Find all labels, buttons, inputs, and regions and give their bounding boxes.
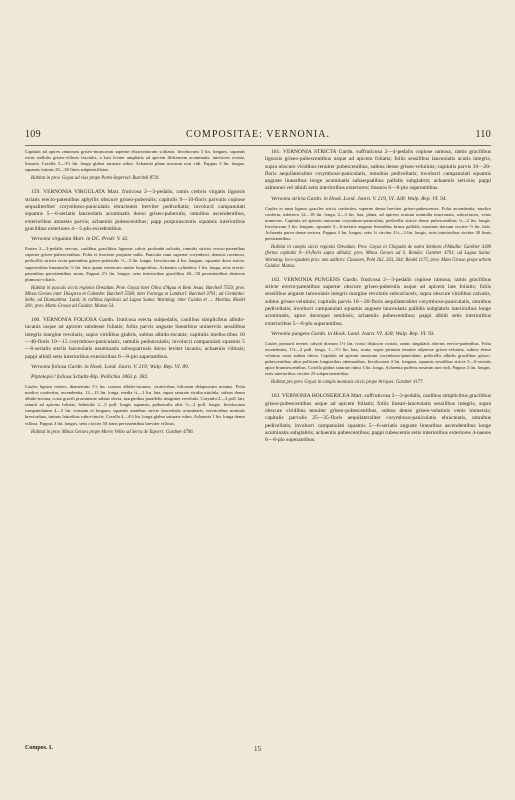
running-title: COMPOSITAE: VERNONIA. bbox=[186, 129, 330, 140]
species-162-description: Caules primarii teretes calvati dorsum 1½ lin. crassi distincte costati, ramis singulatis alternis erecto-patentibus. Folia ascendentia, 1½—2 poll. longa, 1—1½ lin. lata, acuta, supra primum tenuiter adpresse griseo-velutina, subtus dense velutina costa subtus obvia. Capitula ad apicem ramorum corymboso-paniculata, pedicellis albidis gracilibus griseo-pubescentibus ultra pollicem longioribus attenuatibus. Involucrum 4 lin. longum, squamis sessilibus stricte 5—6-seriatis apice brunnescentibus. Corolla glabra saturate rubra 3 lin. longa. Achaenia pufferu nostrum non vidi. Pappus 3 lin. longus, setis interioribus circiter 25 subpersistentibus. bbox=[265, 340, 491, 377]
species-159-description: Frutex 2—3-pedalis erectus, caulibus gracilibus lignosis calvis profunde sulcatis, ramulis strictis erecto-patentibus superne griseo-pubescentibus. Folia et bracteae propriae nulla. Panicula rami superne corymbosi, densius racemosi, pedicellis strictis recto-patentibus griseo-puberulis ½—3 lin. longis. Involucrum 4 lin. longum, squamis dorsi stricte, superioribus brunneolis ⅓ lin. latis quam exteriores multo longioribus. Achaenia cylindrica 1 lin. longa, setis erecto-patentibus persistentibus strata. Pappus 2½ lin. longus, setis interioribus gracilibus 40—50 persistentibus distincte plumoso-ciliatis. bbox=[25, 246, 245, 282]
right-page-number: 110 bbox=[475, 129, 491, 140]
header-rule bbox=[25, 145, 491, 146]
intro-description: Capitula ad apices ramorum griseo-incanorum superne ebracteatorum solitaria. Involucrum 3 lin. longum, squamis extus stellulis griseo-villosis fructulis, a basi leviter ampliatis ad apicem filiformem acuminatis; interiores ovatae, linearis, Corolla 3—3½ lin. longa glabra saturate rubra. Achaenia plane nostrum non vidi. Pappus 3 lin. longus, squamis intimis 25—30 fimis subpenicillatus. bbox=[25, 149, 245, 173]
left-page-number: 109 bbox=[25, 129, 41, 140]
species-161-diagnosis: 161. VERNONIA STRICTA Gardn. suffruticosa 2—4-pedalis copiose ramosa, ramis gracilibus lignosis griseo-pubescentibus usque ad apicem foliatis; foliis sessilibus lanceolatis acutis integris, supra obscure viridibus tenuiter pubescentibus, subtus dense griseo-velutinis; capitulis parvis 10—20-floris aequilateraliter corymboso-paniculatis, omnibus pedicellatis; involucri campanulati squamis anguste linearibus longe acuminatis subaequalibus pallidis subglabris; achaeniis sericeis; pappi salmonei vel albidi setis interioribus exteriores; linearis 6—8-plo superantibus. bbox=[265, 149, 491, 192]
species-162-habitat: Habitat pro prov. Goyaz in campis montosis siccis prope Arrayas: Gardner 4177. bbox=[271, 380, 424, 386]
running-header bbox=[25, 129, 491, 143]
signature-mark: Compos. I. bbox=[25, 745, 53, 751]
species-160-reference: Vernonia foliosa Gardn. in Hook. Lond. Journ. V. 219; Walp. Rep. VI. 89. bbox=[31, 363, 190, 370]
left-column bbox=[25, 149, 245, 439]
species-160-diagnosis: 160. VERNONIA FOLIOSA Gardn. fruticosa erecta subpedalis, caulibus simplicibus albido-incanis usque ad apicem subdense foliatis; foliis parvis anguste linearibus uninerviis sessilibus integris margine revolutis, supra viridibus glabris, subtus albido-incanis; capitulis mediocribus 10—40-floris 10—15 corymboso-paniculatis, ramulis pedunculatis; involucri campanulati squamis 5—6-seriatis steriis lanceolatis neuminatis subsquarrosis dorso leviter incanis; achaeniis villosis; pappi albidi setis interioribus exterioribus 6—8-plo superantibus. bbox=[25, 317, 245, 360]
species-161-description: Caules et rami lignosi graciles stricti confertim, superne dense breviter griseo-pubescentes. Folia ascendentia, modice conferta, inferiora 12—18 lin. longa, 2—3 lin. lata, plana, ad apicem acutum nonnulla mucronata, subcoriacea, venis immersis. Capitula ad apicem ramorum corymboso-paniculata, pedicellis stricte dense pubescentibus ½—2 lin. longis. Involucrum 3 lin. longum, squamis 5—6-seriatis anguste linearibus firmis pallidis, maximis dorsum circiter ½ lin. latis. Achaenia parva dense sericea. Pappus 3 lin. longus; setis ¾ circiter 2½—3 lin. longis, setis interioribus circiter 30 fimis persistentibus. bbox=[265, 205, 491, 242]
species-161-habitat: Habitat in campis siccis regionis Oreadum. Prov. Goyaz in Chapada de outra Senhora d'Abadia: Gardner 4180 (forma capitulis 9—10-floris supra albida); prov. Minas Geraes ad S. Romão: Gardner 4791; ad Lagoa Santa: Warming; loco ejusdem prov. non addicto: Claussen, Pohl 262, 263, 264; Riedel 1175; prov. Mato Grosso prope urbem Cuiaba: Manso. bbox=[265, 245, 491, 269]
sheet-number: 15 bbox=[254, 745, 261, 753]
species-161-reference: Vernonia stricta Gardn. in Hook. Lond. Journ. V. 219, VI. 428; Walp. Rep. VI. 94. bbox=[271, 195, 447, 202]
species-160-description: Caules lignosi teretes, diametrum 1½ lin. crassus albido-incanus, cicatricibus foliorum delapsorum notatus. Folia modice confertim, ascendentia, 12—15 lin. longa, media ¼—1 lin. lata, supra saturate viridia nitidula, subtus dense albido-incana, costa gracili prominente subtus obvia, marginibus parallelis insigniter revolutis. Corymbi 2—3 poll. lati, ramuli ad apicem foliatis, hebetulis 2—5 poll. longis squamis; pedunculis aliis ½—2 poll. longis. Involucrum campanulatum 4—5 lin. crassum et longum, squamis omnibus stricte lanceolatis acuminatis, exterioribus minimis brevioribus, intimis latioribus rubro-tinctis. Corolla 4—4½ lin. longa glabra saturate rubra. Achaenia 1 lin. longa dense villosa. Pappus 3 lin. longus, setis circiter 50 fratis persistentibus breviter villosis. bbox=[25, 383, 245, 426]
species-160-synonym: Piptolepis? foliosa Schultz-Bip. Pollichia 1863 p. 382. bbox=[31, 373, 149, 380]
species-159-reference: Vernonia virgulata Mart. in DC. Prodr. V. 42. bbox=[31, 236, 129, 243]
species-162-reference: Vernonia pungens Gardn. in Hook. Lond. Journ. VI. 428; Walp. Rep. VI. 93. bbox=[271, 330, 435, 337]
species-159-habitat: Habitat in pascuis siccis regionis Oreadum. Prov. Goyaz inter Oliva d'Agua et Bom Jesus: Burchell 7559; prov. Minas Geraes inter Diaspera et Calembe: Burchell 5598; inter Formiga et Lambarí: Burchell 3791; ad Creminho: Selle; ad Diamantina: Lund; in collibus lapidosis ad Lagoa Santa: Warming; inter Cuiaba et ...: Martius, Riedel 381; prov. Matto Grosso ad Cuiaba: Manso 54. bbox=[25, 285, 245, 310]
species-160-habitat: Habitat in prov. Minas Geraes prope Morro Velho ad Serra de Taporri: Gardner 4796. bbox=[31, 429, 194, 435]
species-163-diagnosis: 163. VERNONIA HOLOSERICEA Mart. suffruticosa 2—3-pedalis, caulibus simplicibus gracilibus griseo-pubescentibus usque ad apicem foliatis; foliis lineari-lanceolatis sessilibus integris, supra obscure viridibus tenuiter griseo-pubescentibus, subtus dense griseo-velutinis venis immersis; capitulis parvulis 25—35-floris aequilateraliter corymboso-paniculatis ebracteatis, omnibus pedicellatis; involucri campanulati squamis 5—6-seriatis anguste linearibus ascendentibus longe acuminatis subglabris; achaeniis pubescentibus; pappi rubescentis setis interioribus exteriores 4-naeres 6—8-plo superantibus. bbox=[265, 393, 491, 444]
right-column bbox=[265, 149, 491, 448]
species-162-diagnosis: 162. VERNONIA PUNGENS Gardn. fruticosa 2—3-pedalis copiose ramosa, ramis gracilibus stricte erecto-patentibus superne obscure griseo-puberulis usque ad apicem late foliatis; foliis sessilibus anguste lanceolatis integris margine revolutis subcoriaceis, supra obscure viridibus calvatis, subtus griseo-velutinis; capitulis parvis 10—20-floris aequilateraliter corymboso-paniculatis, omnibus pedicellatis; involucri campanulati squamis anguste lanceolatis pallidis subglabris interioribus longe acuminatis, apice dorsoque setulosis; achaeniis pubescentibus; pappi albidi setis interioribus exterioribus 5—6-plo superantibus. bbox=[265, 276, 491, 327]
intro-habitat: Habitat in prov. Goyaz ad vias prope Porto-Imperial: Burchell 8731. bbox=[31, 176, 161, 182]
species-159-diagnosis: 159. VERNONIA VIRGULATA Mart. fruticosa 2—3-pedalis, ramis crebris virgatis lignosis striatis erecto-patentibus aphyllis obscure griseo-puberulis; capitulis 9—10-floris parvulis copiose sequaliterliter corymboso-paniculatis ebracteatis breviter pedicellatis; involucri campanulati squamis 5—6-seriatis lanceolatis acuminatis dorso griseo-puberulis, omnibus ascendentibus, exterioribus amnesis parvis; achaeniis pubescentibus; papp purpurascentis squamis interioribus gracilibus exteriores 4—5-plo excedentibus. bbox=[25, 189, 245, 232]
